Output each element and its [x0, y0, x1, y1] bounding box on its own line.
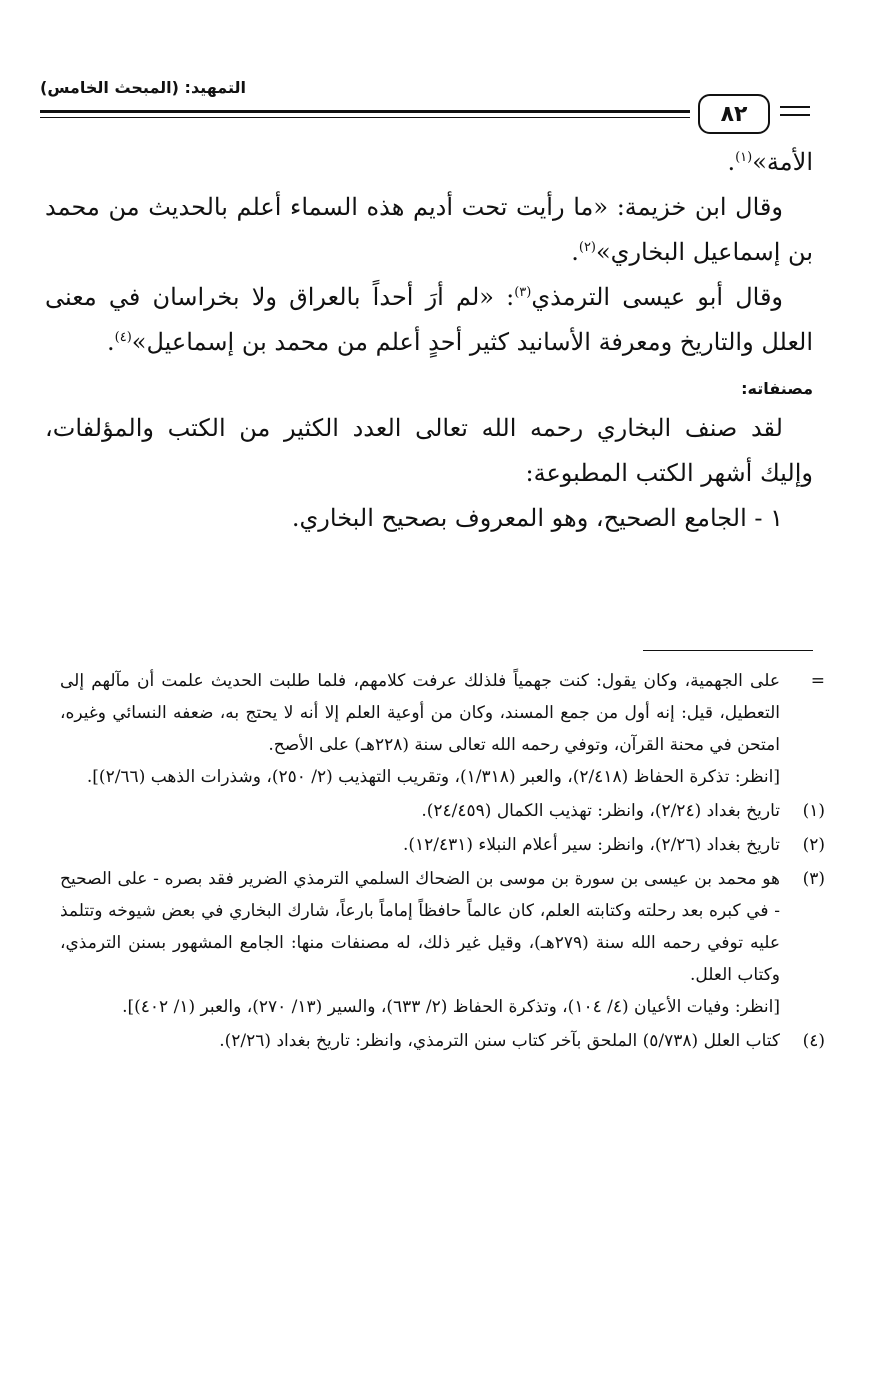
footnote-text: تاريخ بغداد (٢/٢٦)، وانظر: سير أعلام النبلاء (١٢/٤٣١).: [402, 835, 780, 855]
section-heading: مصنفاته:: [741, 379, 813, 398]
footnote-text: تاريخ بغداد (٢/٢٤)، وانظر: تهذيب الكمال (٢٤/٤٥٩).: [421, 801, 780, 821]
paragraph-text: الأمة»: [752, 148, 813, 176]
footnote-ref: (٤): [114, 330, 132, 345]
footnote: [60, 665, 825, 793]
footnote: [60, 829, 825, 861]
footnote-separator: [643, 650, 813, 651]
paragraph-continuation: الأمة»$^{(١)}$.: [727, 148, 813, 176]
footnote-number: =: [810, 671, 825, 691]
footnote-body: [60, 829, 780, 861]
footnotes: [60, 665, 825, 1059]
footnote-text: [انظر: تذكرة الحفاظ (٢/٤١٨)، والعبر (١/٣١٨)، وتقريب التهذيب (٢/ ٢٥٠)، وشذرات الذهب (٢/٦٦)].: [86, 767, 780, 787]
footnote-text: كتاب العلل (٥/٧٣٨) الملحق بآخر كتاب سنن الترمذي، وانظر: تاريخ بغداد (٢/٢٦).: [219, 1031, 780, 1051]
paragraph-text: وقال أبو عيسى الترمذي: [531, 283, 784, 311]
header-dash-top: [780, 106, 810, 108]
footnote-body: [60, 1025, 780, 1057]
main-text: [45, 140, 813, 541]
footnote-text: على الجهمية، وكان يقول: كنت جهمياً فلذلك عرفت كلامهم، فلما طلبت الحديث علمت أن مآلهم إلى التعطيل، قيل: إنه أول من جمع المسند، وكان من أوعية العلم إلا أنه لا يحتج به، ضعفه النسائي وغيره، امتحن في محنة القرآن، وتوفي رحمه الله تعالى سنة (٢٢٨هـ) على الأصح.: [60, 671, 780, 755]
footnote-ref: (٣): [514, 285, 532, 300]
running-title: التمهيد: (المبحث الخامس): [40, 78, 247, 97]
paragraph-text: وقال ابن خزيمة: «ما رأيت تحت أديم هذه السماء أعلم بالحديث من محمد بن إسماعيل البخاري»: [45, 193, 813, 266]
footnote-number: (٣): [802, 869, 825, 889]
paragraph-tirmidhi: وقال أبو عيسى الترمذي$^{(٣)}$: «لم أرَ أحداً بالعراق ولا بخراسان في معنى العلل والتاريخ ومعرفة الأسانيد كثير أحدٍ أعلم من محمد بن إسماعيل»$^{(٤)}$.: [45, 283, 813, 356]
page-number: ٨٢: [698, 94, 770, 134]
footnote-text: هو محمد بن عيسى بن سورة بن موسى بن الضحاك السلمي الترمذي الضرير فقد بصره - على الصحيح - في كبره بعد رحلته وكتابته العلم، كان عالماً حافظاً إماماً بارعاً، شارك البخاري في بعض شيوخه وتتلمذ عليه توفي رحمه الله سنة (٢٧٩هـ)، وقيل غير ذلك، له مصنفات منها: الجامع المشهور بسنن الترمذي، وكتاب العلل.: [60, 869, 780, 985]
footnote-body: [60, 863, 780, 1023]
paragraph-works-intro: لقد صنف البخاري رحمه الله تعالى العدد الكثير من الكتب والمؤلفات، وإليك أشهر الكتب المطبوعة:: [45, 414, 813, 487]
footnote-number: (٤): [802, 1031, 825, 1051]
paragraph-text: : «لم أرَ أحداً بالعراق ولا بخراسان في معنى العلل والتاريخ ومعرفة الأسانيد كثير أحدٍ أعلم من محمد بن إسماعيل»: [45, 283, 813, 356]
footnote-ref: (١): [735, 150, 753, 165]
header-dash-bottom: [780, 114, 810, 116]
paragraph-ibn-khuzaymah: وقال ابن خزيمة: «ما رأيت تحت أديم هذه السماء أعلم بالحديث من محمد بن إسماعيل البخاري»$^{(٢)}$.: [45, 193, 813, 266]
header-rule-thin: [40, 117, 690, 118]
footnote-ref: (٢): [578, 240, 596, 255]
footnote-body: [60, 795, 780, 827]
footnote-body: [60, 665, 780, 793]
footnote: [60, 863, 825, 1023]
list-item-works: ١ - الجامع الصحيح، وهو المعروف بصحيح البخاري.: [291, 504, 783, 532]
header-rule-thick: [40, 110, 690, 113]
page-header: [40, 78, 810, 138]
footnote-number: (٢): [802, 835, 825, 855]
footnote-number: (١): [802, 801, 825, 821]
footnote: [60, 1025, 825, 1057]
footnote-text: [انظر: وفيات الأعيان (٤/ ١٠٤)، وتذكرة الحفاظ (٢/ ٦٣٣)، والسير (١٣/ ٢٧٠)، والعبر (١/ ٤٠٢)].: [122, 997, 780, 1017]
footnote: [60, 795, 825, 827]
